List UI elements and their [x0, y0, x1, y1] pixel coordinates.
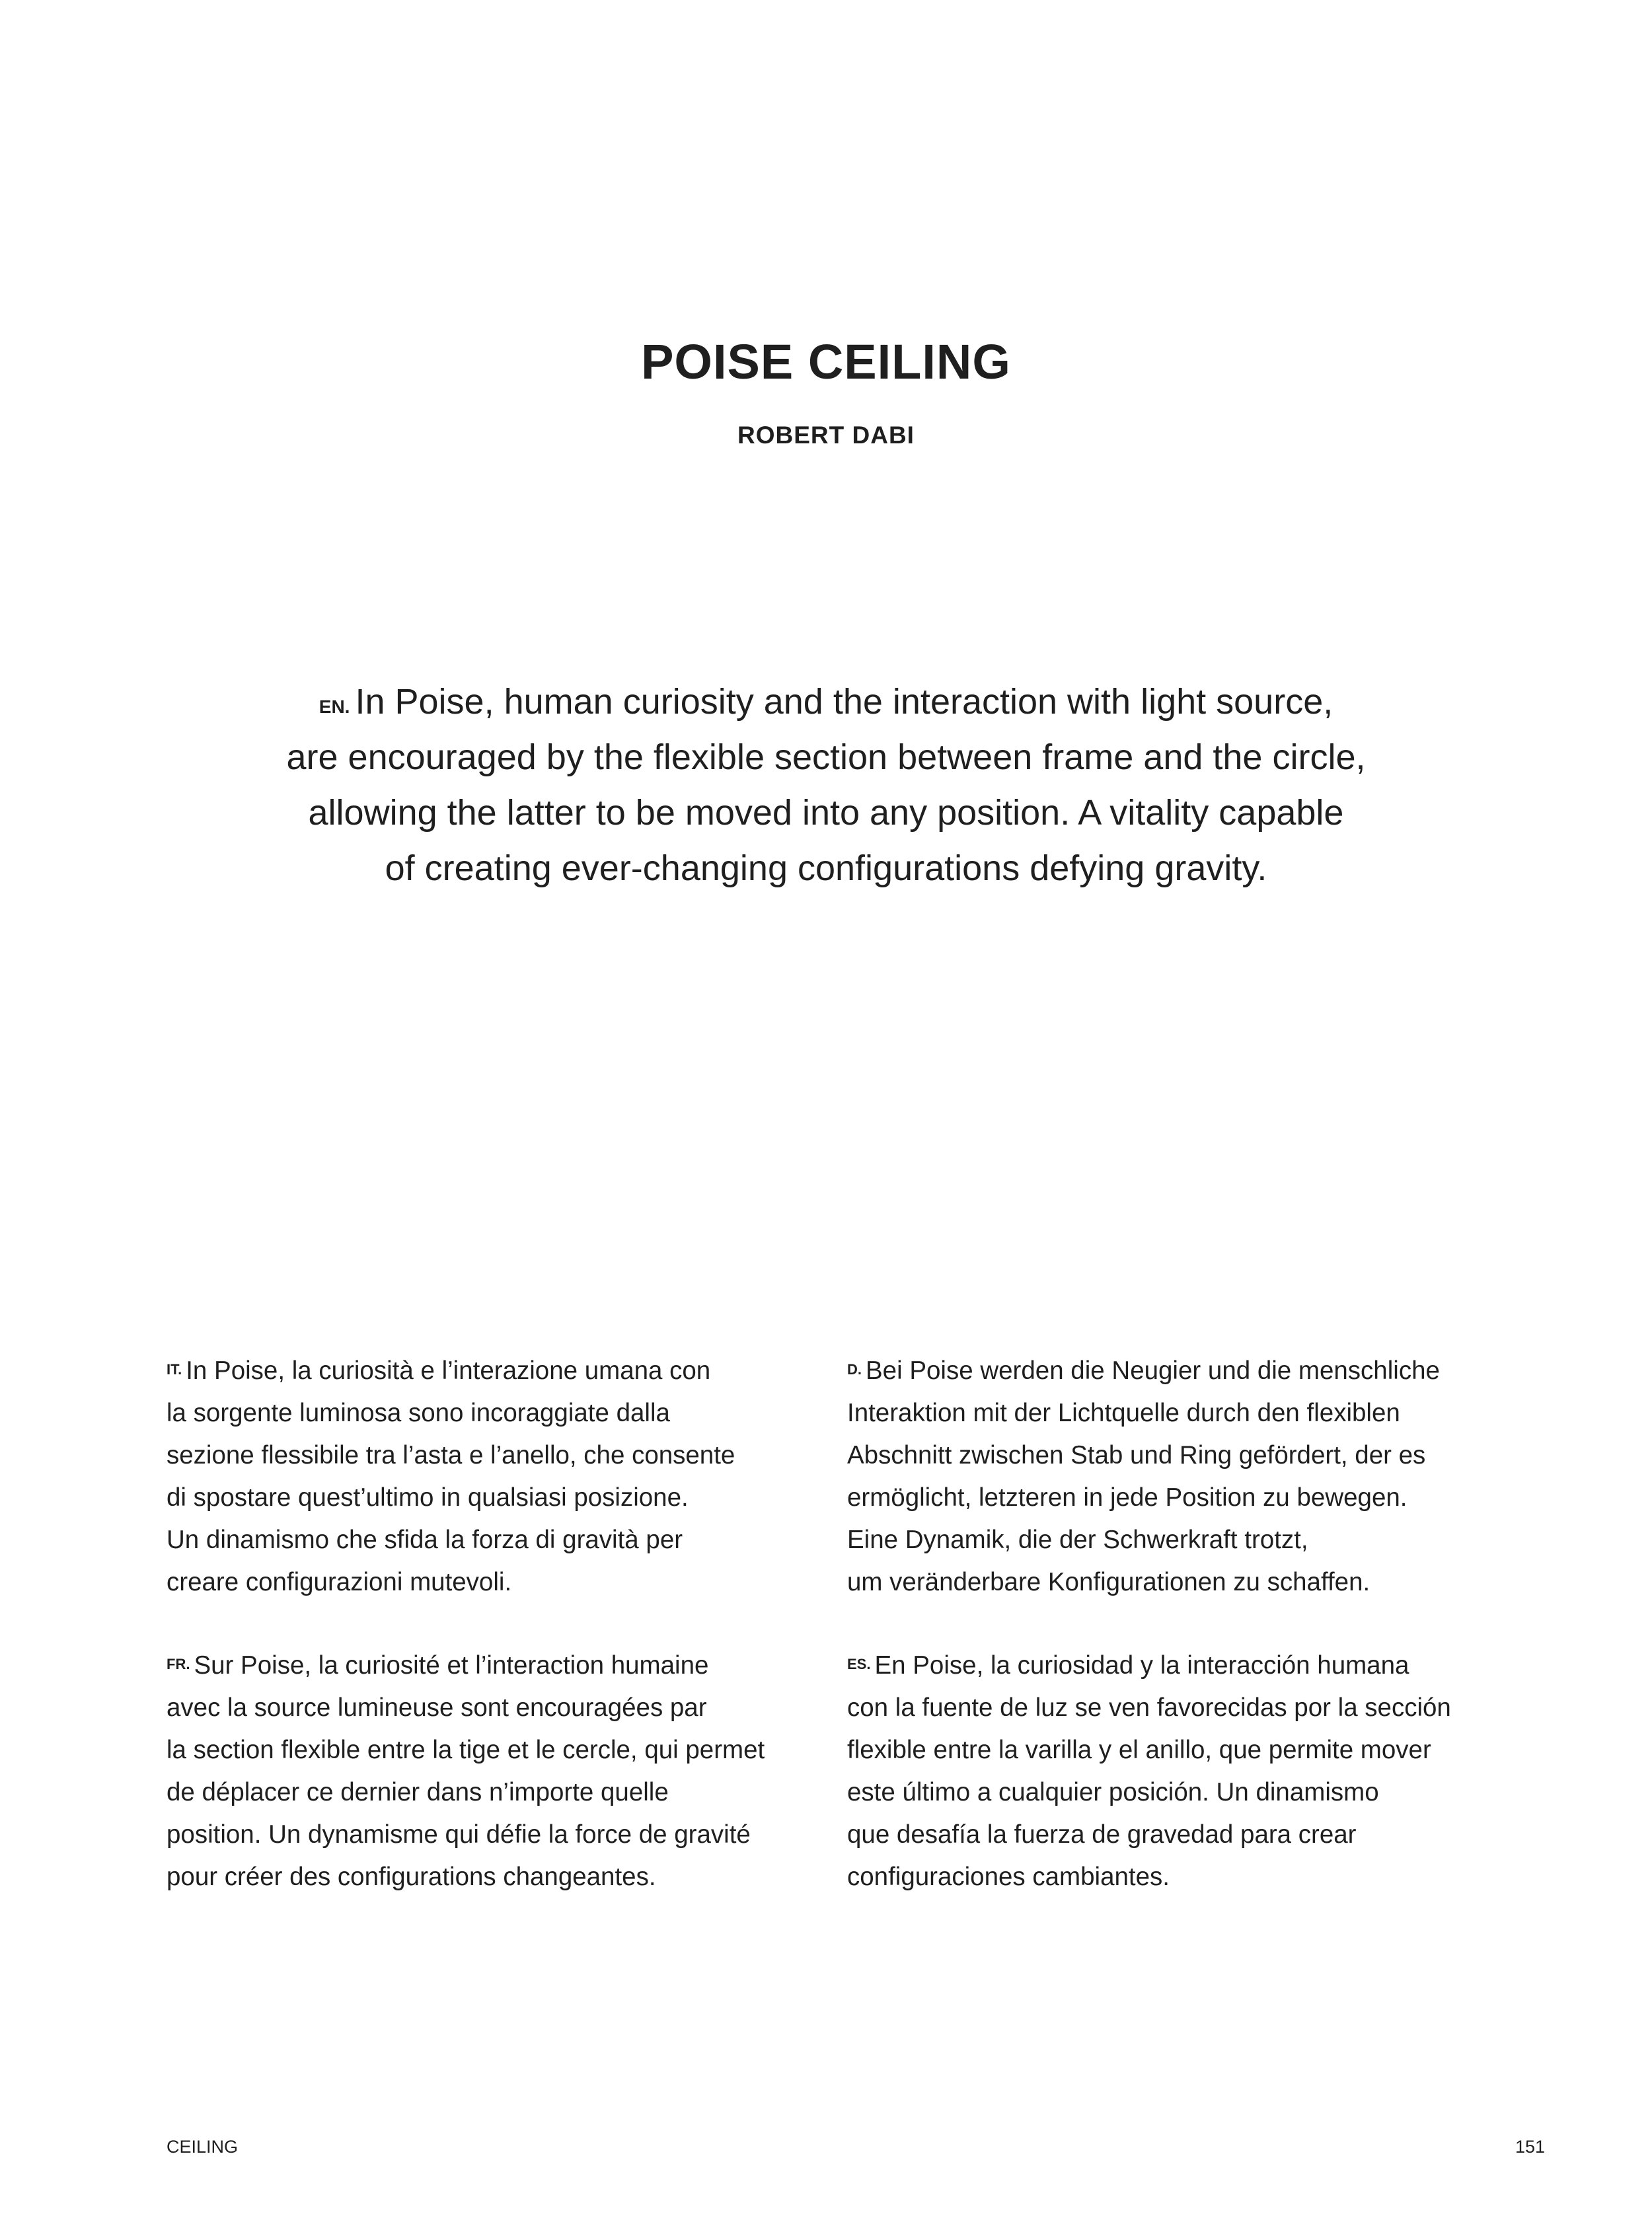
text-line: avec la source lumineuse sont encouragées par: [167, 1693, 707, 1722]
line-text: En Poise, la curiosidad y la interacción humana: [874, 1651, 1409, 1680]
english-description: [0, 674, 1652, 896]
text-line: are encouraged by the flexible section between frame and the circle,: [286, 737, 1366, 777]
text-line: position. Un dynamisme qui défie la force de gravité: [167, 1820, 751, 1849]
line-text: In Poise, la curiosità e l’interazione umana con: [186, 1357, 711, 1385]
text-line: Eine Dynamik, die der Schwerkraft trotzt,: [847, 1526, 1308, 1554]
text-line: [0, 674, 1652, 729]
language-tag: IT.: [167, 1361, 182, 1378]
text-line: que desafía la fuerza de gravedad para crear: [847, 1820, 1357, 1849]
author-name: ROBERT DABI: [737, 422, 915, 449]
text-line: [847, 1350, 1508, 1392]
italian-description: [167, 1350, 827, 1604]
text-line: la section flexible entre la tige et le cercle, qui permet: [167, 1736, 765, 1764]
line-text: Sur Poise, la curiosité et l’interaction humaine: [194, 1651, 709, 1680]
language-tag: ES.: [847, 1656, 871, 1672]
text-line: [847, 1645, 1508, 1687]
text-line: la sorgente luminosa sono incoraggiate dalla: [167, 1399, 670, 1427]
text-line: pour créer des configurations changeantes.: [167, 1863, 656, 1891]
text-line: creare configurazioni mutevoli.: [167, 1568, 512, 1596]
text-line: [167, 1350, 827, 1392]
line-text: In Poise, human curiosity and the interaction with light source,: [355, 682, 1333, 722]
text-line: allowing the latter to be moved into any position. A vitality capable: [308, 793, 1344, 833]
text-line: Interaktion mit der Lichtquelle durch den flexiblen: [847, 1399, 1400, 1427]
text-line: flexible entre la varilla y el anillo, que permite mover: [847, 1736, 1431, 1764]
text-line: con la fuente de luz se ven favorecidas por la sección: [847, 1693, 1451, 1722]
text-line: of creating ever-changing configurations defying gravity.: [385, 848, 1267, 888]
language-tag: FR.: [167, 1656, 190, 1672]
text-line: Abschnitt zwischen Stab und Ring gefördert, der es: [847, 1441, 1426, 1469]
line-text: Bei Poise werden die Neugier und die menschliche: [866, 1357, 1440, 1385]
language-tag: EN.: [319, 696, 350, 717]
text-line: [167, 1645, 827, 1687]
footer-section-label: CEILING: [167, 2137, 239, 2157]
text-line: este último a cualquier posición. Un dinamismo: [847, 1778, 1379, 1806]
text-line: configuraciones cambiantes.: [847, 1863, 1170, 1891]
text-line: um veränderbare Konfigurationen zu schaffen.: [847, 1568, 1370, 1596]
text-line: Un dinamismo che sfida la forza di gravità per: [167, 1526, 683, 1554]
french-description: [167, 1645, 827, 1898]
page-title: POISE CEILING: [641, 334, 1011, 389]
text-line: di spostare quest’ultimo in qualsiasi posizione.: [167, 1483, 689, 1512]
text-line: ermöglicht, letzteren in jede Position zu bewegen.: [847, 1483, 1408, 1512]
language-tag: D.: [847, 1361, 862, 1378]
text-line: sezione flessibile tra l’asta e l’anello, che consente: [167, 1441, 735, 1469]
text-line: de déplacer ce dernier dans n’importe quelle: [167, 1778, 669, 1806]
page-number: 151: [1515, 2137, 1545, 2157]
german-description: [847, 1350, 1508, 1604]
spanish-description: [847, 1645, 1508, 1898]
